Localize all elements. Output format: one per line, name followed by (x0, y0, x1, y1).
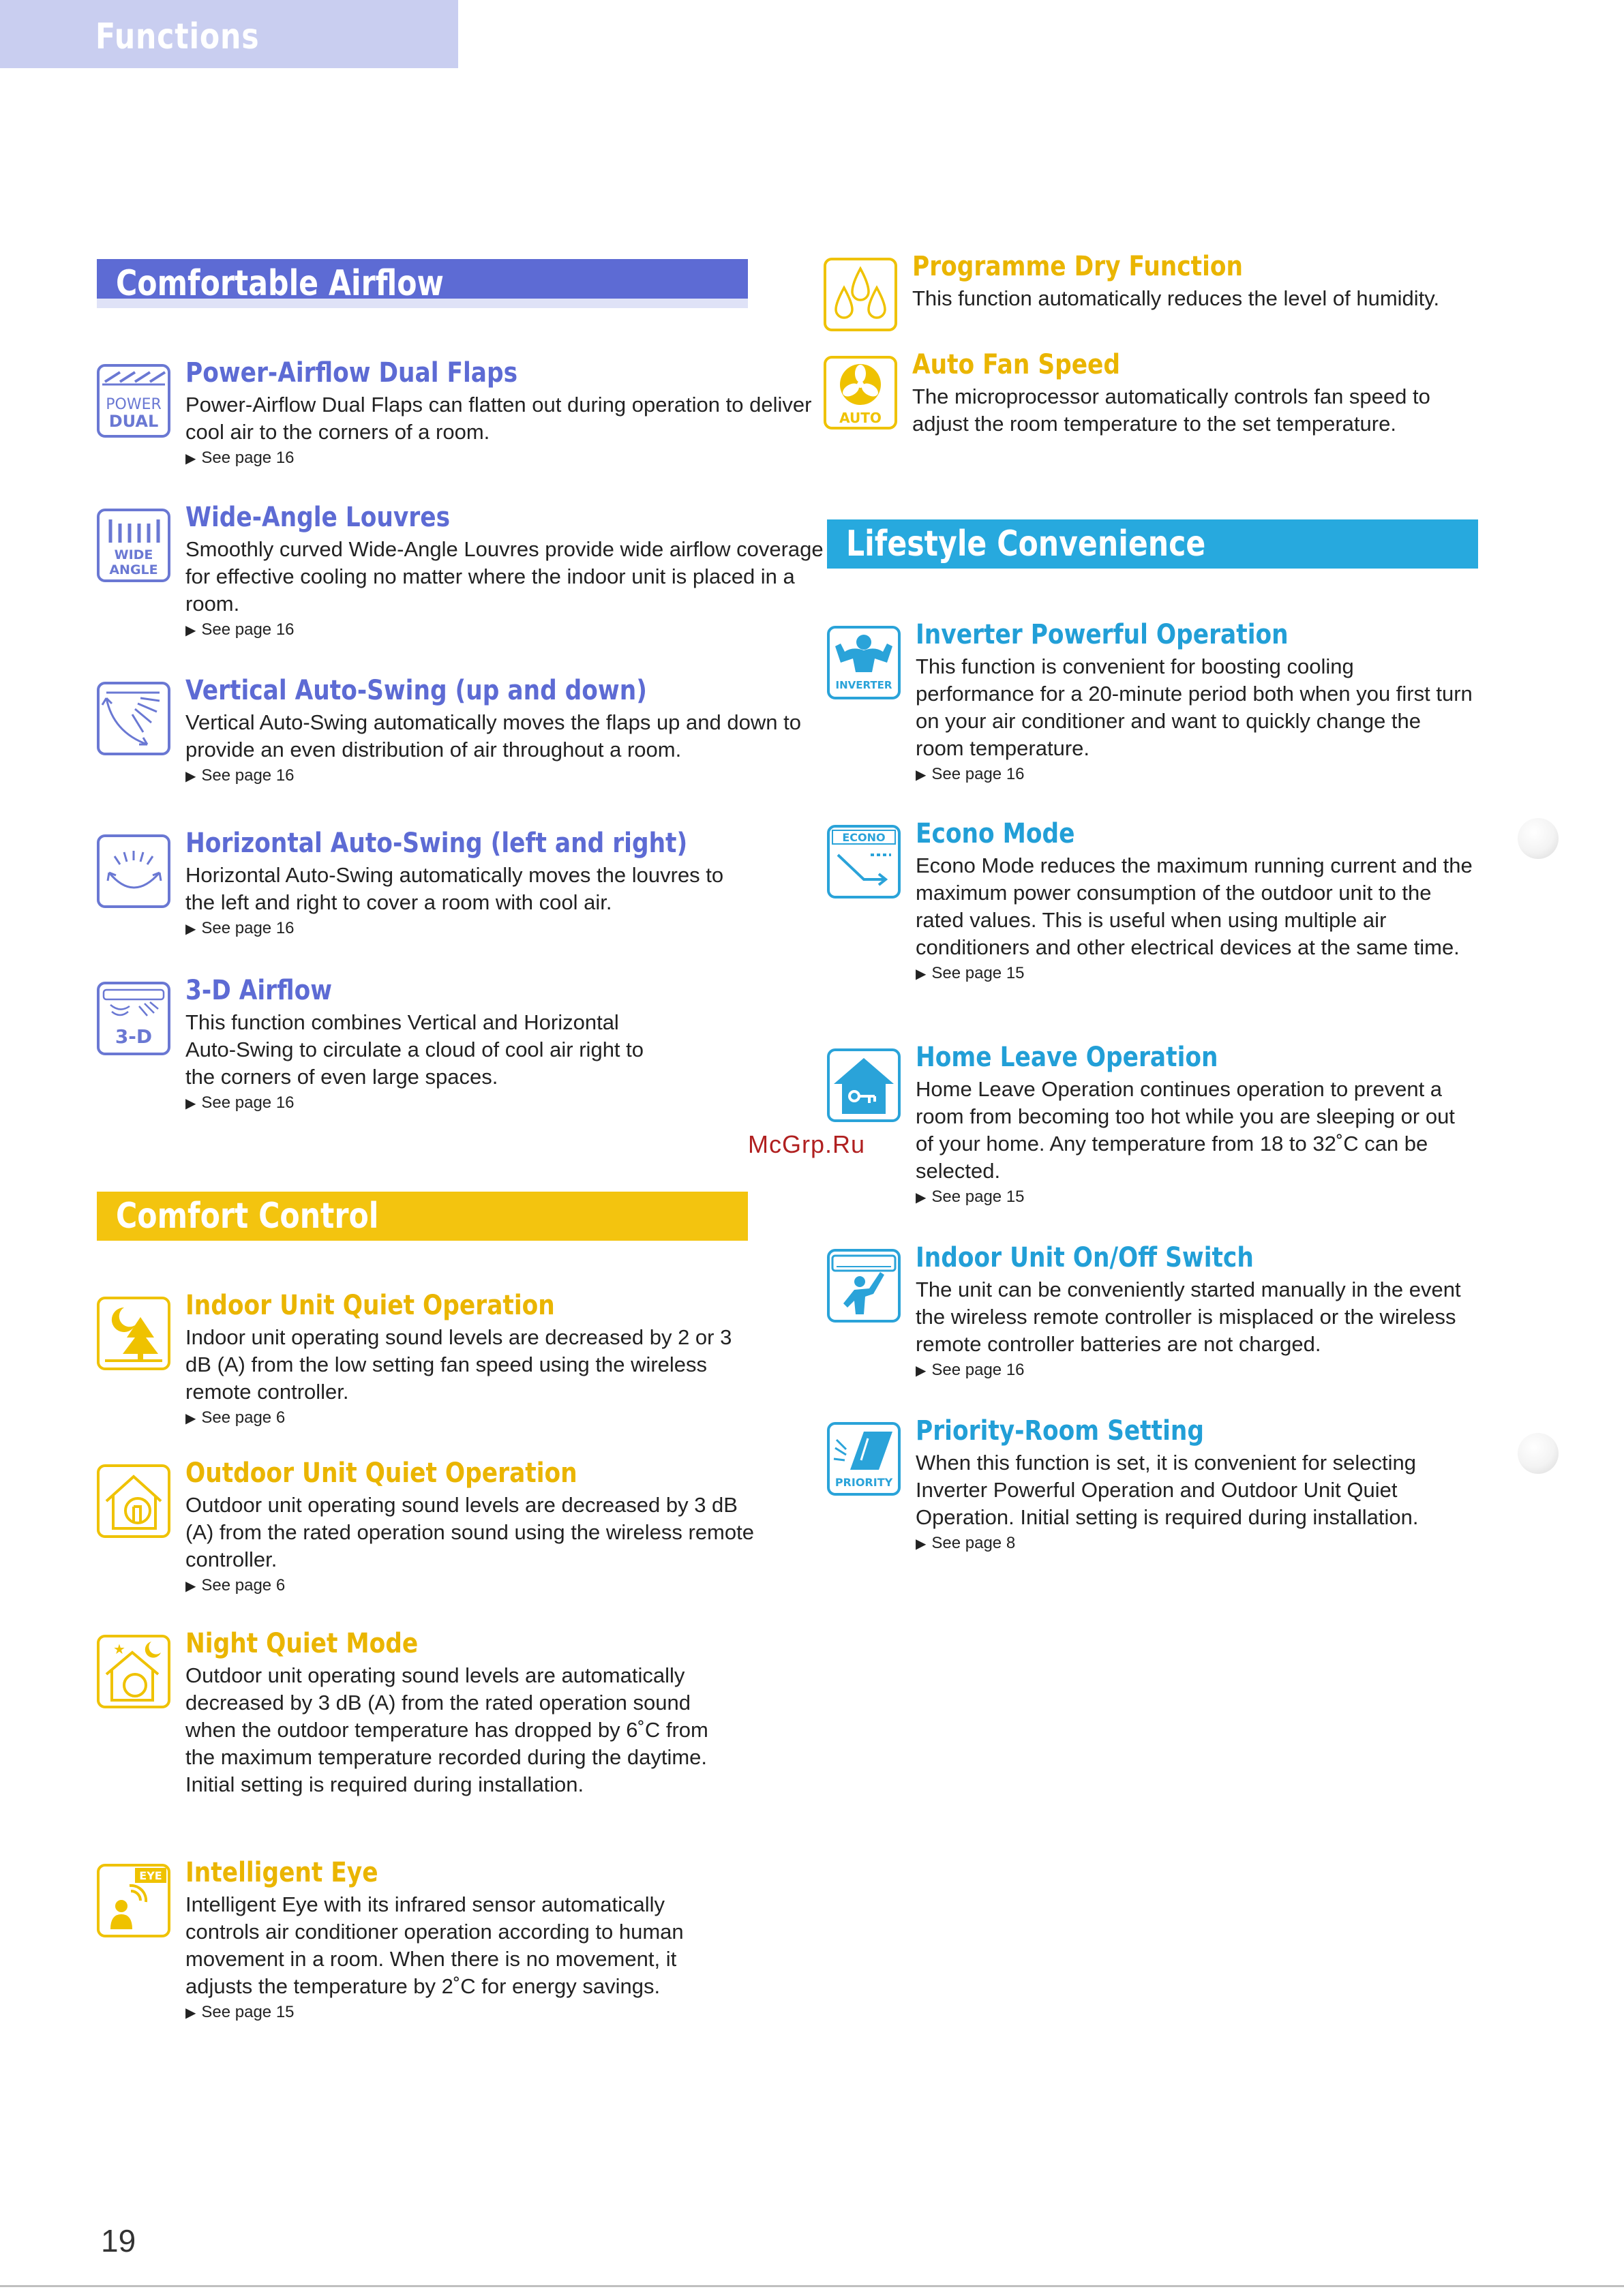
see-page-link: ▶ See page 6 (185, 1575, 854, 1597)
see-page-link: ▶ See page 16 (185, 447, 840, 470)
watermark: McGrp.Ru (748, 1130, 866, 1158)
econo-icon (827, 825, 901, 898)
wide-angle-icon (97, 509, 170, 582)
feature-title: Wide-Angle Louvres (185, 502, 451, 533)
feature-description: Intelligent Eye with its infrared sensor automatically controls air conditioner operation according to human movement in a room. When there is no movement, it adjusts the temperature by 2˚C for energy savings. (185, 1892, 684, 1998)
feature-description: Vertical Auto-Swing automatically moves the flaps up and down to provide an even distribution of air throughout a room. (185, 710, 801, 761)
feature-description: Smoothly curved Wide-Angle Louvres provide wide airflow coverage for effective cooling no matter where the indoor unit is placed in a room. (185, 537, 824, 616)
see-page-link: ▶ See page 8 (916, 1532, 1597, 1555)
feature-title: Vertical Auto-Swing (up and down) (185, 675, 647, 706)
feature-title: Auto Fan Speed (912, 349, 1121, 380)
feature-description: This function automatically reduces the level of humidity. (912, 286, 1440, 310)
3d-airflow-icon (97, 982, 170, 1055)
vertical-swing-icon (97, 682, 170, 755)
section-comfortable-airflow (97, 259, 748, 308)
feature-description: The microprocessor automatically controls fan speed to adjust the room temperature to the set temperature. (912, 384, 1430, 436)
svg-text:EYE: EYE (139, 1869, 162, 1882)
see-page-link: ▶ See page 15 (185, 2002, 854, 2024)
feature-description: Horizontal Auto-Swing automatically moves the louvres to the left and right to cover a room with cool air. (185, 863, 724, 914)
feature-title: Power-Airflow Dual Flaps (185, 357, 518, 389)
feature-description: Home Leave Operation continues operation to prevent a room from becoming too hot while you are sleeping or out of your home. Any temperature from 18 to 32˚C can be selected. (916, 1077, 1455, 1183)
feature-description: When this function is set, it is convenient for selecting Inverter Powerful Operation and Outdoor Unit Quiet Operation. Initial setting is required during installation. (916, 1451, 1419, 1529)
programme-dry-icon (824, 258, 897, 331)
feature-description: Indoor unit operating sound levels are decreased by 2 or 3 dB (A) from the low setting fan speed using the wireless remote controller. (185, 1325, 732, 1404)
feature-title: Indoor Unit On/Off Switch (916, 1242, 1254, 1273)
feature-title: Inverter Powerful Operation (916, 619, 1289, 650)
feature-title: Priority-Room Setting (916, 1415, 1204, 1447)
feature-title: Night Quiet Mode (185, 1628, 419, 1659)
feature-description: The unit can be conveniently started manually in the event the wireless remote controller is misplaced or the wireless remote controller batteries are not charged. (916, 1278, 1461, 1356)
see-page-link: ▶ See page 16 (185, 918, 854, 940)
intelligent-eye-icon (97, 1864, 170, 1937)
night-quiet-icon (97, 1635, 170, 1708)
svg-text:INVERTER: INVERTER (835, 679, 892, 691)
section-title: Comfortable Airflow (116, 263, 444, 304)
see-page-link: ▶ See page 15 (916, 1186, 1597, 1209)
section-lifestyle-convenience (827, 519, 1478, 569)
see-page-link: ▶ See page 16 (185, 1092, 854, 1115)
priority-room-icon (827, 1422, 901, 1496)
see-page-link: ▶ See page 16 (916, 1359, 1597, 1382)
see-page-link: ▶ See page 16 (185, 765, 854, 787)
see-page-link: ▶ See page 16 (916, 764, 1597, 786)
section-title: Lifestyle Convenience (846, 524, 1206, 564)
feature-title: 3-D Airflow (185, 975, 333, 1006)
svg-text:WIDE: WIDE (114, 547, 153, 562)
feature-title: Horizontal Auto-Swing (left and right) (185, 828, 688, 859)
svg-text:PRIORITY: PRIORITY (834, 1476, 893, 1489)
svg-text:★: ★ (113, 1641, 125, 1657)
feature-title: Home Leave Operation (916, 1042, 1218, 1073)
power-dual-icon (97, 364, 170, 438)
outdoor-quiet-icon (97, 1464, 170, 1538)
svg-text:3-D: 3-D (115, 1025, 153, 1048)
feature-title: Intelligent Eye (185, 1857, 378, 1888)
feature-title: Indoor Unit Quiet Operation (185, 1290, 555, 1321)
binder-hole (1518, 1433, 1559, 1474)
see-page-link: ▶ See page 16 (185, 619, 854, 641)
home-leave-icon (827, 1048, 901, 1122)
svg-text:AUTO: AUTO (839, 410, 882, 426)
svg-text:ECONO: ECONO (842, 831, 886, 844)
horizontal-swing-icon (97, 834, 170, 908)
onoff-switch-icon (827, 1249, 901, 1323)
feature-description: Econo Mode reduces the maximum running current and the maximum power consumption of the outdoor unit to the rated values. This is useful when using multiple air conditioners and other electrical devices at the same time. (916, 854, 1473, 959)
auto-fan-icon (824, 356, 897, 429)
feature-description: Outdoor unit operating sound levels are decreased by 3 dB (A) from the rated operation sound using the wireless remote controller. (185, 1493, 754, 1571)
section-title: Comfort Control (116, 1196, 379, 1237)
svg-text:ANGLE: ANGLE (109, 562, 158, 577)
svg-text:DUAL: DUAL (108, 412, 159, 431)
indoor-quiet-icon (97, 1297, 170, 1370)
bottom-rule (0, 2285, 1624, 2287)
binder-hole (1518, 818, 1559, 859)
header-tab-label: Functions (95, 16, 260, 57)
header-tab (0, 0, 458, 68)
see-page-link: ▶ See page 15 (916, 963, 1597, 985)
feature-title: Programme Dry Function (912, 251, 1244, 282)
feature-description: This function is convenient for boosting cooling performance for a 20-minute period both when you first turn on your air conditioner and want to quickly change the room temperature. (916, 654, 1473, 760)
section-comfort-control (97, 1192, 748, 1241)
feature-description: This function combines Vertical and Horizontal Auto-Swing to circulate a cloud of cool air right to the corners of even large spaces. (185, 1010, 644, 1089)
inverter-icon (827, 626, 901, 699)
page-number: 19 (101, 2223, 136, 2259)
feature-title: Econo Mode (916, 818, 1075, 849)
see-page-link: ▶ See page 6 (185, 1407, 854, 1430)
feature-description: Outdoor unit operating sound levels are automatically decreased by 3 dB (A) from the rated operation sound when the outdoor temperature has dropped by 6˚C from the maximum temperature recorded during the daytime. Initial setting is required during installation. (185, 1663, 708, 1796)
svg-text:POWER: POWER (106, 396, 162, 413)
feature-title: Outdoor Unit Quiet Operation (185, 1457, 577, 1489)
feature-description: Power-Airflow Dual Flaps can flatten out during operation to deliver cool air to the corners of a room. (185, 393, 812, 444)
